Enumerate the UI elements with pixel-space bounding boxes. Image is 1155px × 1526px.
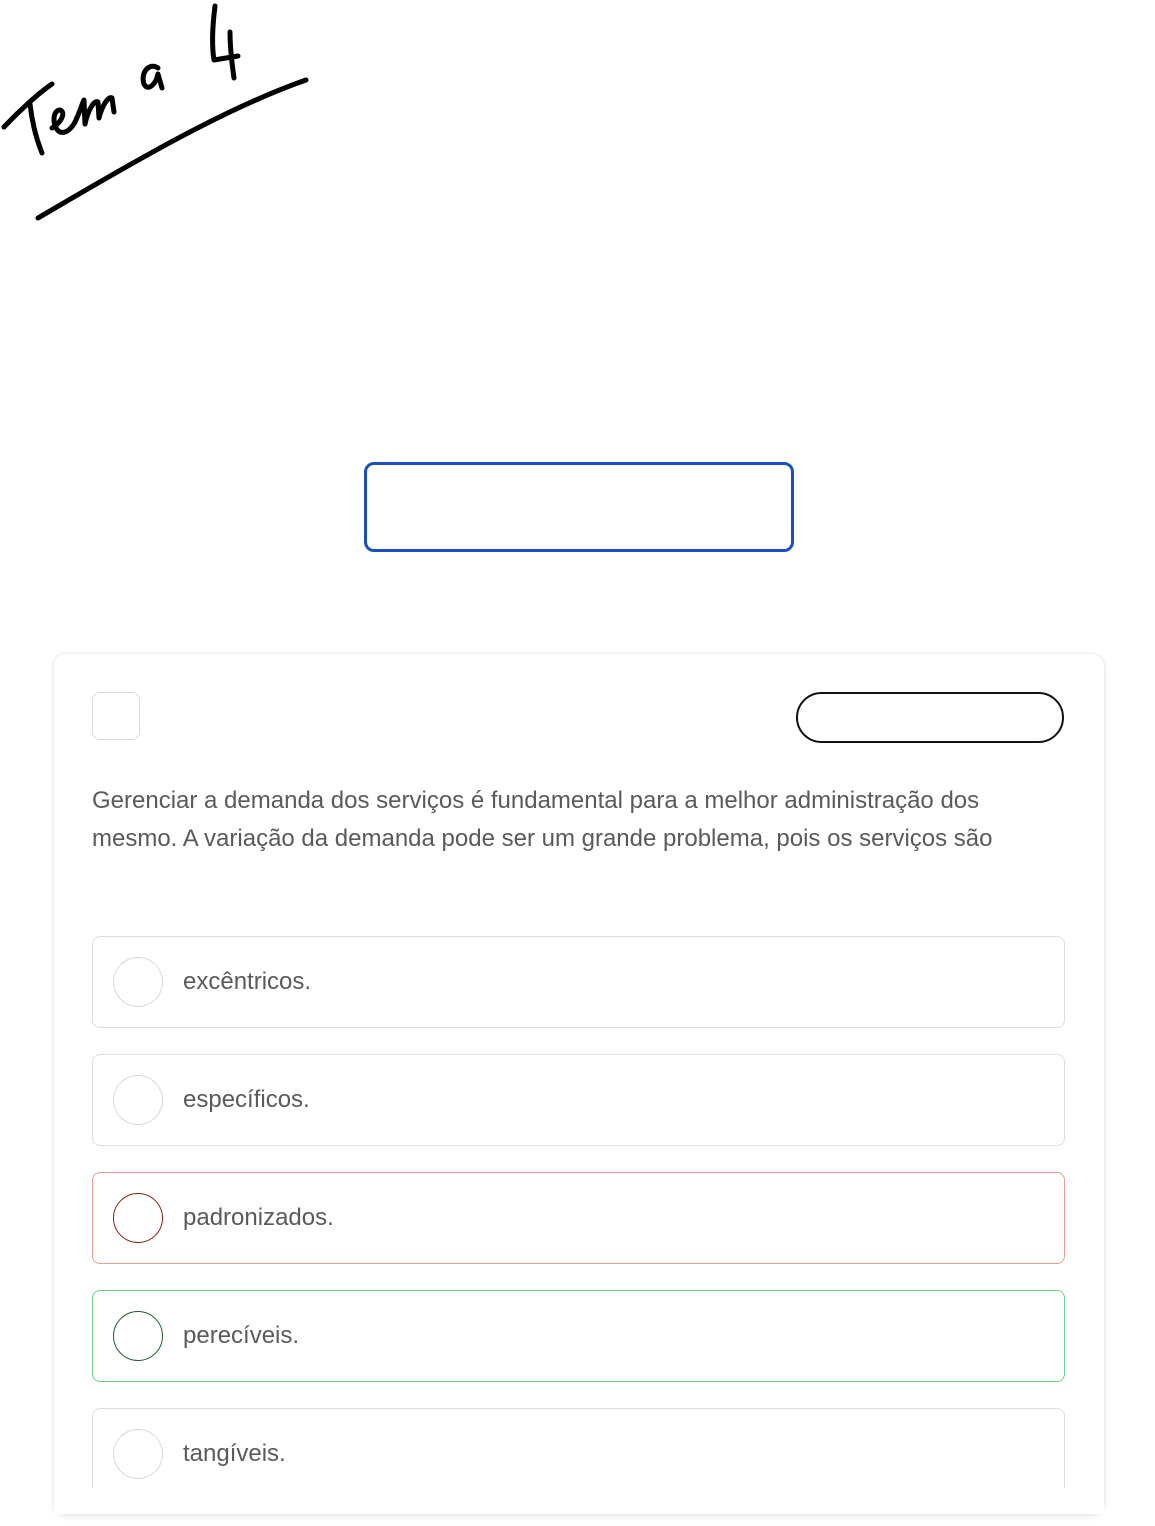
radio-button[interactable] bbox=[113, 1311, 163, 1361]
pill-button[interactable] bbox=[796, 692, 1064, 743]
option-label: padronizados. bbox=[183, 1204, 334, 1231]
radio-button[interactable] bbox=[113, 1193, 163, 1243]
question-checkbox[interactable] bbox=[92, 692, 140, 740]
option-pereciveis[interactable] bbox=[92, 1290, 1065, 1382]
handwritten-signature bbox=[0, 0, 320, 230]
handwritten-annotation bbox=[0, 0, 320, 230]
question-card bbox=[54, 654, 1104, 1514]
option-label: específicos. bbox=[183, 1086, 310, 1113]
radio-button[interactable] bbox=[113, 957, 163, 1007]
question-text: Gerenciar a demanda dos serviços é fundamental para a melhor administração dos mesmo. A variação da demanda pode ser um grande problema, pois os serviços são bbox=[92, 787, 993, 852]
card-bottom-cut bbox=[54, 1488, 1104, 1514]
option-excentricos[interactable] bbox=[92, 936, 1065, 1028]
option-label: excêntricos. bbox=[183, 968, 312, 995]
option-label: tangíveis. bbox=[183, 1440, 286, 1467]
radio-button[interactable] bbox=[113, 1429, 163, 1479]
radio-button[interactable] bbox=[113, 1075, 163, 1125]
options-list bbox=[92, 936, 1065, 1526]
option-padronizados[interactable] bbox=[92, 1172, 1065, 1264]
empty-input-box[interactable] bbox=[364, 462, 794, 552]
option-label: perecíveis. bbox=[183, 1322, 300, 1349]
option-especificos[interactable] bbox=[92, 1054, 1065, 1146]
option-tangiveis[interactable] bbox=[92, 1408, 1065, 1500]
